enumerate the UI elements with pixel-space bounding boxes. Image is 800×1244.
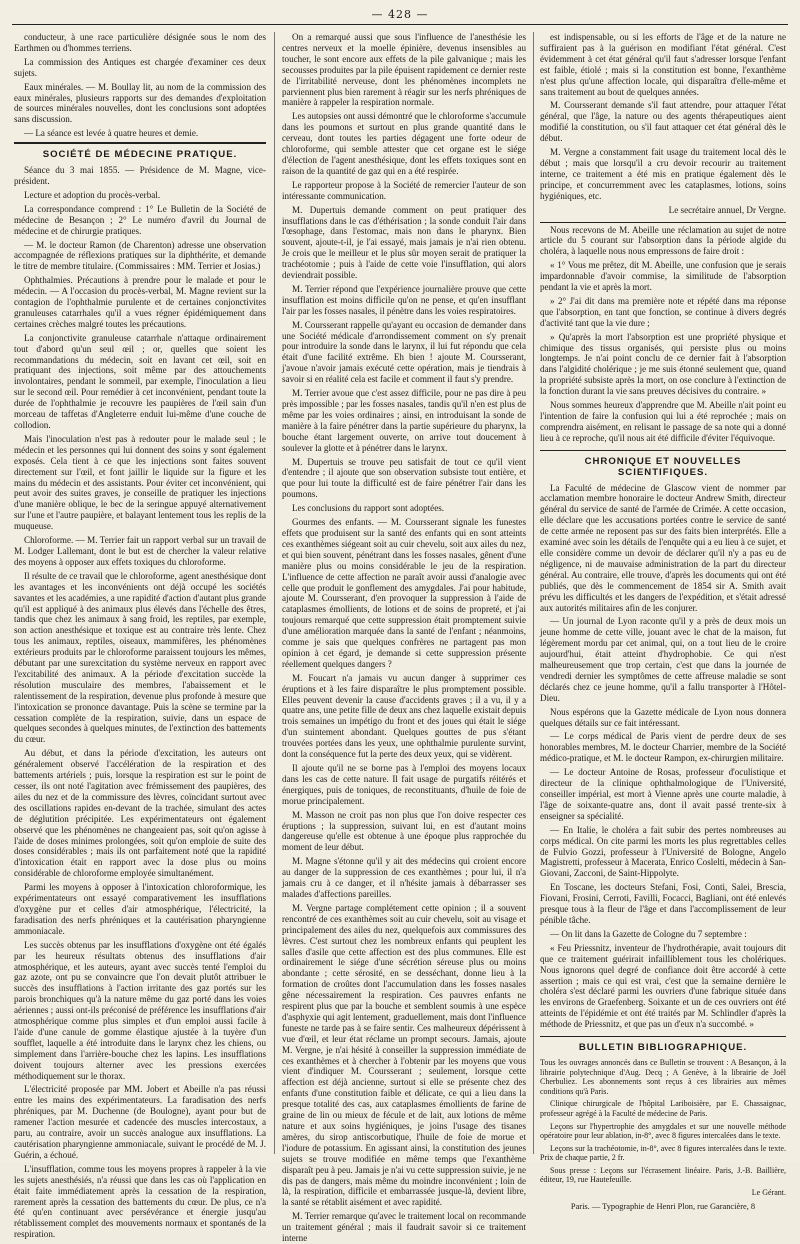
top-rule [12,24,788,25]
paragraph: Les conclusions du rapport sont adoptées. [292,503,445,514]
paragraph: M. Coursserant demande s'il faut attendre, pour attaquer l'état général, que l'âge, la nature ou des agents thérapeutiques aient modifié la constitution, ou s'il faut attaquer cet état général dès le début. [540,100,786,144]
paragraph: La Faculté de médecine de Glascow vient de nommer par acclamation membre honoraire le docteur Andrew Smith, directeur général du service de santé de l'armée de Crimée. A cette occasion, elle déclare que les accusations portées contre le service de santé de cette armée ne reposent pas sur des faits bien interprétés. Elle a examiné avec soin les détails de l'enquête qui a eu lieu à ce sujet, et elle considère comme un devoir de déclarer qu'il n'y a pas eu de négligence, ni de mauvaise administration de la part du directeur général. Au contraire, elle trouve, d'après les documents qui ont été publiés, que dès le commencement de 1854 sir A. Smith avait prévu les difficultés et les dangers de l'expédition, et s'était adressé aux autorités militaires afin de les conjurer. [540,482,786,613]
paragraph: M. Dupertuis demande comment on peut pratiquer des insufflations dans le cas d'éthérisation ; la sonde conduit l'air dans l'œsophage, dans l'estomac, mais non dans le pharynx. Bien souvent, ajoute-t-il, je l'ai essayé, mais jamais je n'ai rien obtenu. Je crois que le meilleur et le plus sûr moyen serait de pratiquer la trachéotomie ; puis à l'aide de cette voie l'insufflation, qui alors deviendrait possible. [282,204,526,281]
paragraph: — Le corps médical de Paris vient de perdre deux de ses honorables membres, M. le docteur Charrier, membre de la Société médico-pratique, et M. le docteur Rampon, ex-chirurgien militaire. [540,731,786,764]
paragraph: M. Terrier avoue que c'est assez difficile, pour ne pas dire à peu près impossible ; par les fosses nasales, tandis qu'il n'en est plus de même par les voies ordinaires ; ainsi, en introduisant la sonde de manière à la faire pénétrer dans la partie supérieure du pharynx, la bouche étant largement ouverte, on arrive tout doucement à soulever la glotte et à pénétrer dans le larynx. [282,388,526,453]
paragraph: « 1° Vous me prêtez, dit M. Abeille, une confusion que je serais impardonnable d'avoir commise, la similitude de l'absorption pendant la vie et après la mort. [540,260,786,293]
paragraph: Mais l'inoculation n'est pas à redouter pour le malade seul ; le médecin et les personnes qui lui donnent des soins y sont également exposés. Cela tient à ce que les injections sont faites souvent directement sur l'œil, et font jaillir le liquide sur la figure et les mains du médecin et des assistants. Pour éviter cet inconvénient, qui peut avoir des suites graves, je conseille de pratiquer les injections d'une manière oblique, le bec de la seringue appuyé alternativement sur l'une et l'autre paupière, et balayant lentement tous les replis de la muqueuse. [14,433,267,532]
paragraph: Séance du 3 mai 1855. — Présidence de M. Magne, vice-président. [14,165,266,186]
paragraph: » Qu'après la mort l'absorption est une propriété physique et chimique des tissus organisés, qui persiste plus ou moins longtemps. Je n'ai point conclu de ce dernier fait à l'absorption dans l'algidité cholérique ; je me suis étonné seulement que, quand la propriété subsiste après la mort, on ose conclure à l'extinction de la fonction durant la vie sans preuves décisives du contraire. » [540,331,786,397]
section-rule [14,142,266,144]
chronique-title: CHRONIQUE ET NOUVELLES SCIENTIFIQUES. [584,455,742,478]
paragraph: — Un journal de Lyon raconte qu'il y a près de deux mois un jeune homme de cette ville, jouant avec le chat de la maison, fut légèrement mordu par cet animal, qui, on a tout lieu de le croire aujourd'hui, était atteint d'hydrophobie. Ce qui n'est malheureusement que trop certain, c'est que dans la journée de vendredi dernier les symptômes de cette affreuse maladie se sont déclarés chez ce jeune homme, qu'il a fallu transporter à l'Hôtel-Dieu. [540,616,786,703]
column-divider [274,32,275,1154]
paragraph: — Le docteur Antoine de Rosas, professeur d'oculistique et directeur de la clinique ophthalmologique de l'Université, conseiller impérial, est mort à Vienne après une courte maladie, à l'âge de soixante-quatre ans, dont il avait passé trente-six à enseigner sa spécialité. [540,767,786,821]
column-1 [14,32,267,1240]
paragraph: — On lit dans la Gazette de Cologne du 7 septembre : [550,928,747,939]
paragraph: Ophthalmies. Précautions à prendre pour le malade et pour le médecin. — A l'occasion du procès-verbal, M. Magne revient sur la contagion de l'ophthalmie purulente et de certaines conjonctivites granuleuses catarrhales qu'il a vues régner épidémiquement dans certaines crèches malgré toutes les précautions. [14,275,266,329]
paragraph: Nous espérons que la Gazette médicale de Lyon nous donnera quelques détails sur ce fait intéressant. [540,706,786,728]
paragraph: M. Vergne partage complétement cette opinion ; il a souvent rencontré de ces exanthèmes soit au cuir chevelu, soit au visage et principalement des ailes du nez, quelquefois aux commissures des lèvres. C'est surtout chez les nombreux enfants qui peuplent les salles d'asile que cette affection est des plus communes. Elle est ordinairement le siége d'une sécrétion séreuse plus ou moins abondante ; cette sérosité, en se desséchant, donne lieu à la formation de croûtes dont l'accumulation dans les fosses nasales gêne nécessairement la respiration. Ces pauvres enfants ne respirent plus que par la bouche et semblent soumis à une espèce d'asphyxie qui agit lentement, graduellement, mais dont l'influence funeste ne tarde pas à se faire sentir. Ces malheureux dépérissent à vue d'œil, et leur état réclame un prompt secours. Jamais, ajoute M. Vergne, je n'ai hésité à conseiller la suppression immédiate de ces exanthèmes et à chercher à l'obtenir par les moyens que vous vient d'indiquer M. Coursserant ; seulement, lorsque cette affection est déjà ancienne, surtout si elle se présente chez des enfants d'une constitution faible et délicate, ce qui a lieu dans la presque totalité des cas, aux cataplasmes émollients de farine de graine de lin ou mieux de fécule et de lait, aux lotions de même nature et aux soins hygiéniques, je joins l'usage des tisanes amères, du sirop antiscorbutique, l'huile de foie de morue et l'iodure de potassium. En agissant ainsi, la constitution des jeunes sujets se trouve modifiée en même temps que l'exanthème disparaît peu à peu. Jamais je n'ai vu cette suppression suivie, je ne dis pas de dangers, mais même du moindre inconvénient ; loin de là, la respiration, difficile et embarrassée jusque-là, devient libre, la santé se rétablit aisément et avec rapidité. [282,902,526,1208]
paragraph: Il résulte de ce travail que le chloroforme, agent anesthésique dont les avantages et les inconvénients ont déjà occupé les sociétés savantes et les académies, a une rapidité d'action d'autant plus grande qu'il est appliqué à des animaux plus élevés dans l'échelle des êtres, tandis que chez les animaux à sang froid, les reptiles, par exemple, son action anesthésique et toxique est au contraire très lente. Chez tous les animaux, reptiles, oiseaux, mammifères, les phénomènes extérieurs produits par le chloroforme paraissent toujours les mêmes, débutant par une surexcitation du système nerveux en rapport avec l'excitabilité des animaux. A la période d'excitation succède la résolution musculaire des membres, l'abaissement et le ralentissement de la respiration, devenue plus profonde à mesure que l'intoxication se prononce davantage. Puis la scène se termine par la cessation complète de la respiration, suivie, dans un espace de quelques secondes à quelques minutes, de l'extinction des battements du cœur. [14,570,266,745]
paragraph: M. Terrier répond que l'expérience journalière prouve que cette insufflation est moins difficile qu'on ne pense, et qu'en insufflant l'air par les fosses nasales, il pénètre dans les voies respiratoires. [282,283,526,316]
society-title: SOCIÉTÉ DE MÉDECINE PRATIQUE. [42,149,238,161]
paragraph: M. Magne s'étonne qu'il y ait des médecins qui croient encore au danger de la suppression de ces exanthèmes ; pour lui, il n'a jamais cru à ce danger, et il n'hésite jamais à débarrasser ses malades d'affections pareilles. [282,856,526,899]
paragraph: « Feu Priessnitz, inventeur de l'hydrothérapie, avait toujours dit que ce traitement guérirait infailliblement tous les cholériques. Nous ignorons quel degré de confiance doit être accordé à cette assertion ; mais ce qui est vrai, c'est que la semaine dernière le choléra s'est déclaré parmi les ouvriers d'une fabrique située dans les environs de Graefenberg. Soixante et un de ces ouvriers ont été atteints de l'épidémie et ont été traités par M. Schlindler d'après la méthode de Priessnitz, et que pas un d'eux n'a succombé. » [540,942,786,1030]
paragraph: Le rapporteur propose à la Société de remercier l'auteur de son intéressante communication. [282,179,526,201]
paragraph: Il ajoute qu'il ne se borne pas à l'emploi des moyens locaux dans les cas de cette nature. Il fait usage de purgatifs réitérés et énergiques, puis de toniques, de reconstituants, d'huile de foie de morue principalement. [282,763,526,806]
paragraph: L'insufflation, comme tous les moyens propres à rappeler à la vie les sujets anesthésiés, n'a réussi que dans les cas où l'application en était faite immédiatement après la cessation de la respiration, rarement après la cessation des battements du cœur. De plus, ce n'a été qu'en continuant avec persévérance et énergie jusqu'au rétablissement complet des mouvements normaux et spontanés de la respiration. [14,1163,266,1240]
paragraph: Au début, et dans la période d'excitation, les auteurs ont généralement observé l'accélération de la respiration et des battements artériels ; puis, lorsque la respiration est sur le point de cesser, ils ont noté l'agitation avec frémissement des paupières, des ailes du nez et de la commissure des lèvres, coïncidant surtout avec des oscillations rapides en-devant de la trachée, simulant des actes de déglutition précipitée. Les expérimentateurs ont également observé que les phénomènes ne changeaient pas, soit qu'on agisse à l'aide de doses minimes prolongées, soit qu'on emploie de suite des doses considérables ; mais ils ont parfaitement noté que la rapidité d'intoxication était en rapport avec la dose plus ou moins considérable de chloroforme employée simultanément. [14,748,266,879]
paragraph: Nous sommes heureux d'apprendre que M. Abeille n'ait point eu l'intention de faire la confusion qui lui a été reprochée ; mais on comprendra aisément, en relisant le passage de sa note qui a donné lieu à ce reproche, qu'il nous ait été difficile d'éviter l'équivoque. [540,400,786,443]
bulletin-item: Leçons sur l'hypertrophie des amygdales et sur une nouvelle méthode opératoire pour leur ablation, in-8°, avec 8 figures intercalées dans le texte. [540,1121,786,1141]
bulletin-item: Leçons sur la trachéotomie, in-8°, avec 8 figures intercalées dans le texte. Prix de chaque partie, 2 fr. [540,1143,786,1163]
paragraph: M. Terrier remarque qu'avec le traitement local on recommande un traitement général ; mais il faudrait savoir si ce traitement interne [282,1211,526,1244]
bulletin-title: BULLETIN BIBLIOGRAPHIQUE. [578,1042,748,1054]
paragraph: » 2° J'ai dit dans ma première note et répété dans ma réponse que l'absorption, en tant que fonction, se continue à divers degrés d'activité tant que la vie dure ; [540,295,786,328]
paragraph: M. Dupertuis se trouve peu satisfait de tout ce qu'il vient d'entendre ; il ajoute que son observation subsiste tout entière, et que pour lui toute la difficulté est de faire pénétrer l'air dans les poumons. [282,456,526,500]
paragraph: Eaux minérales. — M. Boullay lit, au nom de la commission des eaux minérales, plusieurs rapports sur des demandes d'exploitation de sources minérales nouvelles, dont les conclusions sont adoptées sans discussion. [14,81,266,125]
paragraph: M. Vergne a constamment fait usage du traitement local dès le début ; mais que lorsqu'il a cru devoir recourir au traitement interne, ce traitement a été mis en pratique également dès le principe, et concurremment avec les cataplasmes, lotions, soins hygiéniques, etc. [540,147,786,201]
column-2 [282,32,526,1244]
bulletin-intro: Tous les ouvrages annoncés dans ce Bulletin se trouvent : A Besançon, à la librairie polytechnique d'Aug. Decq ; A Genève, à la librairie de Joël Cherbuliez. Les abonnements sont reçus à ces librairies aux mêmes conditions qu'à Paris. [540,1057,786,1096]
paragraph: conducteur, à une race particulière désignée sous le nom des Earthmen ou d'hommes terriens. [14,32,266,53]
gerant-label: Le Gérant. [751,1188,786,1198]
paragraph: On a remarqué aussi que sous l'influence de l'anesthésie les centres nerveux et la moelle épinière, devenus insensibles au toucher, le sont encore aux effets de la pile galvanique ; mais les secousses produites par la pile épuisent rapidement ce dernier reste de l'irritabilité nerveuse, dont les phénomènes incomplets ne parviennent plus bien rarement à réagir sur les nerfs phréniques de manière à rappeler la respiration normale. [282,32,526,108]
paragraph: Parmi les moyens à opposer à l'intoxication chloroformique, les expérimentateurs ont essayé comparativement les insufflations d'oxygène pur et celles d'air atmosphérique, l'électricité, la faradisation des nerfs phréniques et la cautérisation pharyngienne ammoniacale. [14,882,266,936]
paragraph: est indispensable, ou si les efforts de l'âge et de la nature ne suffiraient pas à la guérison en modifiant l'état général. C'est évidemment à cet état général qu'il faut s'adresser lorsque l'enfant est faible, étiolé ; mais si la constitution est bonne, l'exanthème n'est plus qu'une affection locale, qui disparaîtra d'elle-même et sans traitement au bout de quelques années. [540,32,786,97]
paragraph: M. Foucart n'a jamais vu aucun danger à supprimer ces éruptions et à les faire disparaître le plus promptement possible. Elles peuvent devenir la cause d'accidents graves ; il a vu, il y a quatre ans, une petite fille de deux ans chez laquelle existait depuis trois semaines un impétigo du front et des joues qui était le siége d'un suintement abondant. Quelques gouttes de pus s'étant trouvées portées dans les yeux, une ophthalmie purulente survint, dont la conséquence fut la perte des deux yeux, qui se vidèrent. [282,672,526,760]
paragraph: Chloroforme. — M. Terrier fait un rapport verbal sur un travail de M. Lodger Lallemant, dont le but est de chercher la valeur relative des moyens à opposer aux effets toxiques du chloroforme. [14,535,266,567]
paragraph: En Toscane, les docteurs Stefani, Fosi, Conti, Salei, Brescia, Fiovani, Frosini, Cerroti, Favilli, Focacci, Bagliani, ont été enlevés presque tous à la fleur de l'âge et dans l'accomplissement de leur pénible tâche. [540,882,786,925]
section-rule [540,1036,786,1037]
secretary-signature: Le secrétaire annuel, Dr Vergne. [668,204,786,215]
section-rule [540,450,786,451]
paragraph: — La séance est levée à quatre heures et demie. [24,128,199,139]
column-3 [540,32,786,1211]
column-divider [533,32,534,1154]
paragraph: M. Masson ne croit pas non plus que l'on doive respecter ces éruptions ; la suppression, suivant lui, en est d'autant moins dangereuse qu'elle est obtenue à une époque plus rapprochée du moment de leur début. [282,809,526,853]
bulletin-item: Sous presse : Leçons sur l'écrasement linéaire. Paris, J.-B. Baillière, éditeur, 19, rue Hautefeuille. [540,1165,786,1185]
paragraph: M. Coursserant rappelle qu'ayant eu occasion de demander dans une Société médicale d'arrondissement comment on s'y prenait pour introduire la sonde dans le larynx, il lui fut répondu que cela était d'une facilité extrême. Eh bien ! ajoute M. Coursserant, j'avoue n'avoir jamais exécuté cette opération, mais je tiendrais à savoir si en réalité cela est facile et comment il faut s'y prendre. [282,319,526,385]
bulletin-item: Clinique chirurgicale de l'hôpital Lariboisière, par E. Chassaignac, professeur agrégé à la Faculté de médecine de Paris. [540,1099,786,1118]
paragraph: Gourmes des enfants. — M. Coursserant signale les funestes effets que produisent sur la santé des enfants qui en sont atteints ces exanthèmes siégeant soit au cuir chevelu, soit aux ailes du nez, et qui bien souvent, pénétrant dans les fosses nasales, gênent d'une manière plus ou moins considérable le jeu de la respiration. L'influence de cette affection ne paraît avoir aussi d'analogie avec celle que produit le gonflement des amygdales. J'ai pour habitude, ajoute M. Coursserant, d'en provoquer la suppression à l'aide de cataplasmes émollients, de lotions et de soins de propreté, et j'ai toujours remarqué que cette suppression était promptement suivie d'une amélioration marquée dans la santé de l'enfant ; néanmoins, comme je sais que quelques confrères ne partagent pas mon opinion à cet égard, je demande si cette suppression présente réellement quelques dangers ? [282,517,526,669]
imprint: Paris. — Typographie de Henri Plon, rue Garancière, 8 [570,1201,756,1211]
paragraph: Nous recevons de M. Abeille une réclamation au sujet de notre article du 5 courant sur l'absorption dans la période algide du choléra, à laquelle nous nous empressons de faire droit : [540,224,786,257]
paragraph: La commission des Antiques est chargée d'examiner ces deux sujets. [14,56,266,78]
paragraph: La correspondance comprend : 1° Le Bulletin de la Société de médecine de Besançon ; 2° Le numéro d'avril du Journal de médecine et de chirurgie pratiques. [14,203,266,236]
section-rule [540,222,786,223]
paragraph: La conjonctivite granuleuse catarrhale n'attaque ordinairement tout d'abord qu'un seul œil ; or, quelles que soient les recommandations du médecin, soit en lavant cet œil, soit en pratiquant des injections, soit même par des attouchements involontaires, pendant le sommeil, par exemple, l'inoculation a lieu sur le second œil. Pour remédier à cet inconvénient, pendant toute la durée de l'ophthalmie je recouvre les paupières de l'œil sain d'un morceau de taffetas d'Angleterre enduit lui-même d'une couche de collodion. [14,332,266,430]
paragraph: Lecture et adoption du procès-verbal. [24,189,161,200]
page-number: — 428 — [371,8,429,21]
paragraph: L'électricité proposée par MM. Jobert et Abeille n'a pas réussi entre les mains des expérimentateurs. La faradisation des nerfs phréniques, par M. Duchenne (de Boulogne), ayant pour but de ramener l'action mesurée et cadencée des muscles intercostaux, a paru, au contraire, avoir un succès analogue aux insufflations. La cautérisation pharyngienne ammoniacale, suivant le procédé de M. J. Guérin, a échoué. [14,1084,266,1160]
paragraph: — M. le docteur Ramon (de Charenton) adresse une observation accompagnée de réflexions pratiques sur la diphthérite, et demande le titre de membre titulaire. (Commissaires : MM. Terrier et Josias.) [14,239,266,272]
paragraph: Les autopsies ont aussi démontré que le chloroforme s'accumule dans les poumons et surtout en plus grande quantité dans le cerveau, dont toutes les parties dégagent une forte odeur de chloroforme, qui semble attester que cet organe est le siége d'élection de l'agent anesthésique, dont les effets toxiques sont en raison de la quantité de gaz qui en a été respirée. [282,111,526,176]
paragraph: — En Italie, le choléra a fait subir des pertes nombreuses au corps médical. On cite parmi les morts les plus regrettables celles de Fulvio Gozzi, professeur à l'Université de Bologne, Angelo Magistretti, professeur à Macerata, Enrico Coslelti, médecin à San-Giovani, Zacconi, de Saint-Hippolyte. [540,824,786,879]
paragraph: Les succès obtenus par les insufflations d'oxygène ont été égalés par les heureux résultats obtenus des insufflations d'air atmosphérique, et les auteurs, ayant avec succès tenté l'emploi du gaz azote, ont pu se convaincre que l'on devait plutôt attribuer le succès des insufflations à l'action irritante des gaz portés sur les parois bronchiques qu'à la nature même du gaz porté dans les voies aériennes ; aussi ont-ils préconisé de préférence les insufflations d'air atmosphérique comme plus simples et d'un emploi aussi facile à l'aide d'une canule de gomme élastique ajustée à la tuyère d'un soufflet, laquelle a été introduite dans le larynx chez les chiens, ou simplement dans l'arrière-bouche chez les lapins. Les insufflations doivent toujours alterner avec les pressions exercées méthodiquement sur le thorax. [14,939,266,1081]
